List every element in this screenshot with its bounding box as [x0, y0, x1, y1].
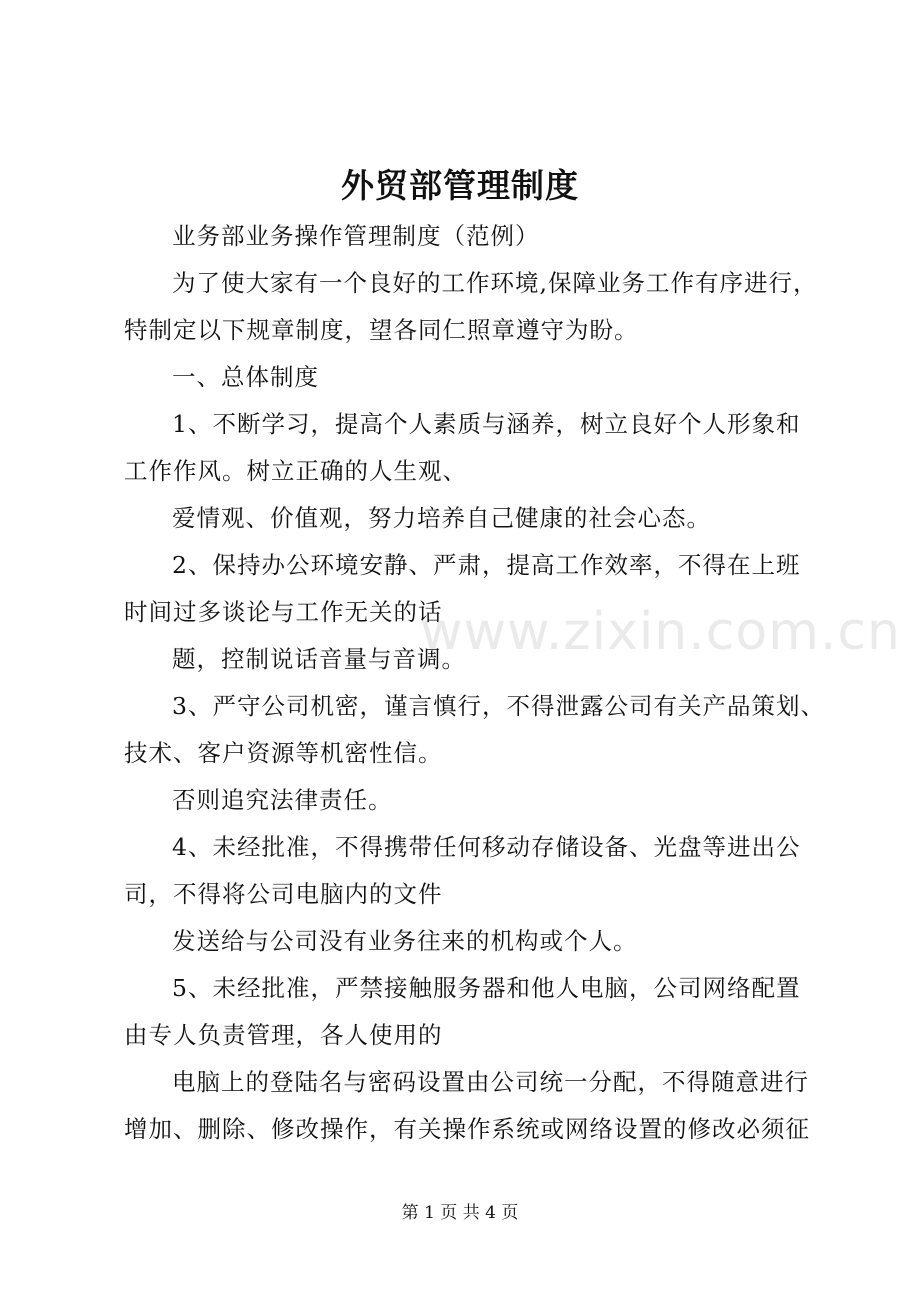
paragraph-line: 2、保持办公环境安静、严肃，提高工作效率，不得在上班 [172, 551, 801, 579]
paragraph-line: 题，控制说话音量与音调。 [172, 645, 466, 673]
paragraph-line: 否则追究法律责任。 [172, 786, 393, 814]
paragraph-line: 业务部业务操作管理制度（范例） [172, 222, 540, 250]
paragraph-line: 电脑上的登陆名与密码设置由公司统一分配，不得随意进行 [172, 1068, 809, 1096]
paragraph-line: 特制定以下规章制度，望各同仁照章遵守为盼。 [124, 316, 639, 344]
paragraph-line: 由专人负责管理，各人使用的 [124, 1021, 443, 1049]
paragraph-line: 工作作风。树立正确的人生观、 [124, 457, 467, 485]
page-title: 外贸部管理制度 [341, 166, 579, 205]
paragraph-line: 司，不得将公司电脑内的文件 [124, 880, 443, 908]
page-footer: 第 1 页 共 4 页 [401, 1203, 519, 1223]
paragraph-line: 3、严守公司机密，谨言慎行，不得泄露公司有关产品策划、 [172, 692, 825, 720]
watermark: www.zixin.com.cn [420, 602, 901, 662]
paragraph-line: 发送给与公司没有业务往来的机构或个人。 [172, 927, 638, 955]
paragraph-line: 1、不断学习，提高个人素质与涵养，树立良好个人形象和 [172, 410, 801, 438]
paragraph-line: 增加、删除、修改操作，有关操作系统或网络设置的修改必须征 [124, 1115, 810, 1143]
paragraph-line: 4、未经批准，不得携带任何移动存储设备、光盘等进出公 [172, 833, 801, 861]
paragraph-line: 时间过多谈论与工作无关的话 [124, 598, 443, 626]
paragraph-line: 爱情观、价值观，努力培养自己健康的社会心态。 [172, 504, 711, 532]
section-heading: 一、总体制度 [172, 363, 319, 391]
document-body [124, 213, 825, 1153]
paragraph-line: 为了使大家有一个良好的工作环境,保障业务工作有序进行， [172, 269, 818, 297]
paragraph-line: 技术、客户资源等机密性信。 [124, 739, 443, 767]
paragraph-line: 5、未经批准，严禁接触服务器和他人电脑，公司网络配置 [172, 974, 801, 1002]
